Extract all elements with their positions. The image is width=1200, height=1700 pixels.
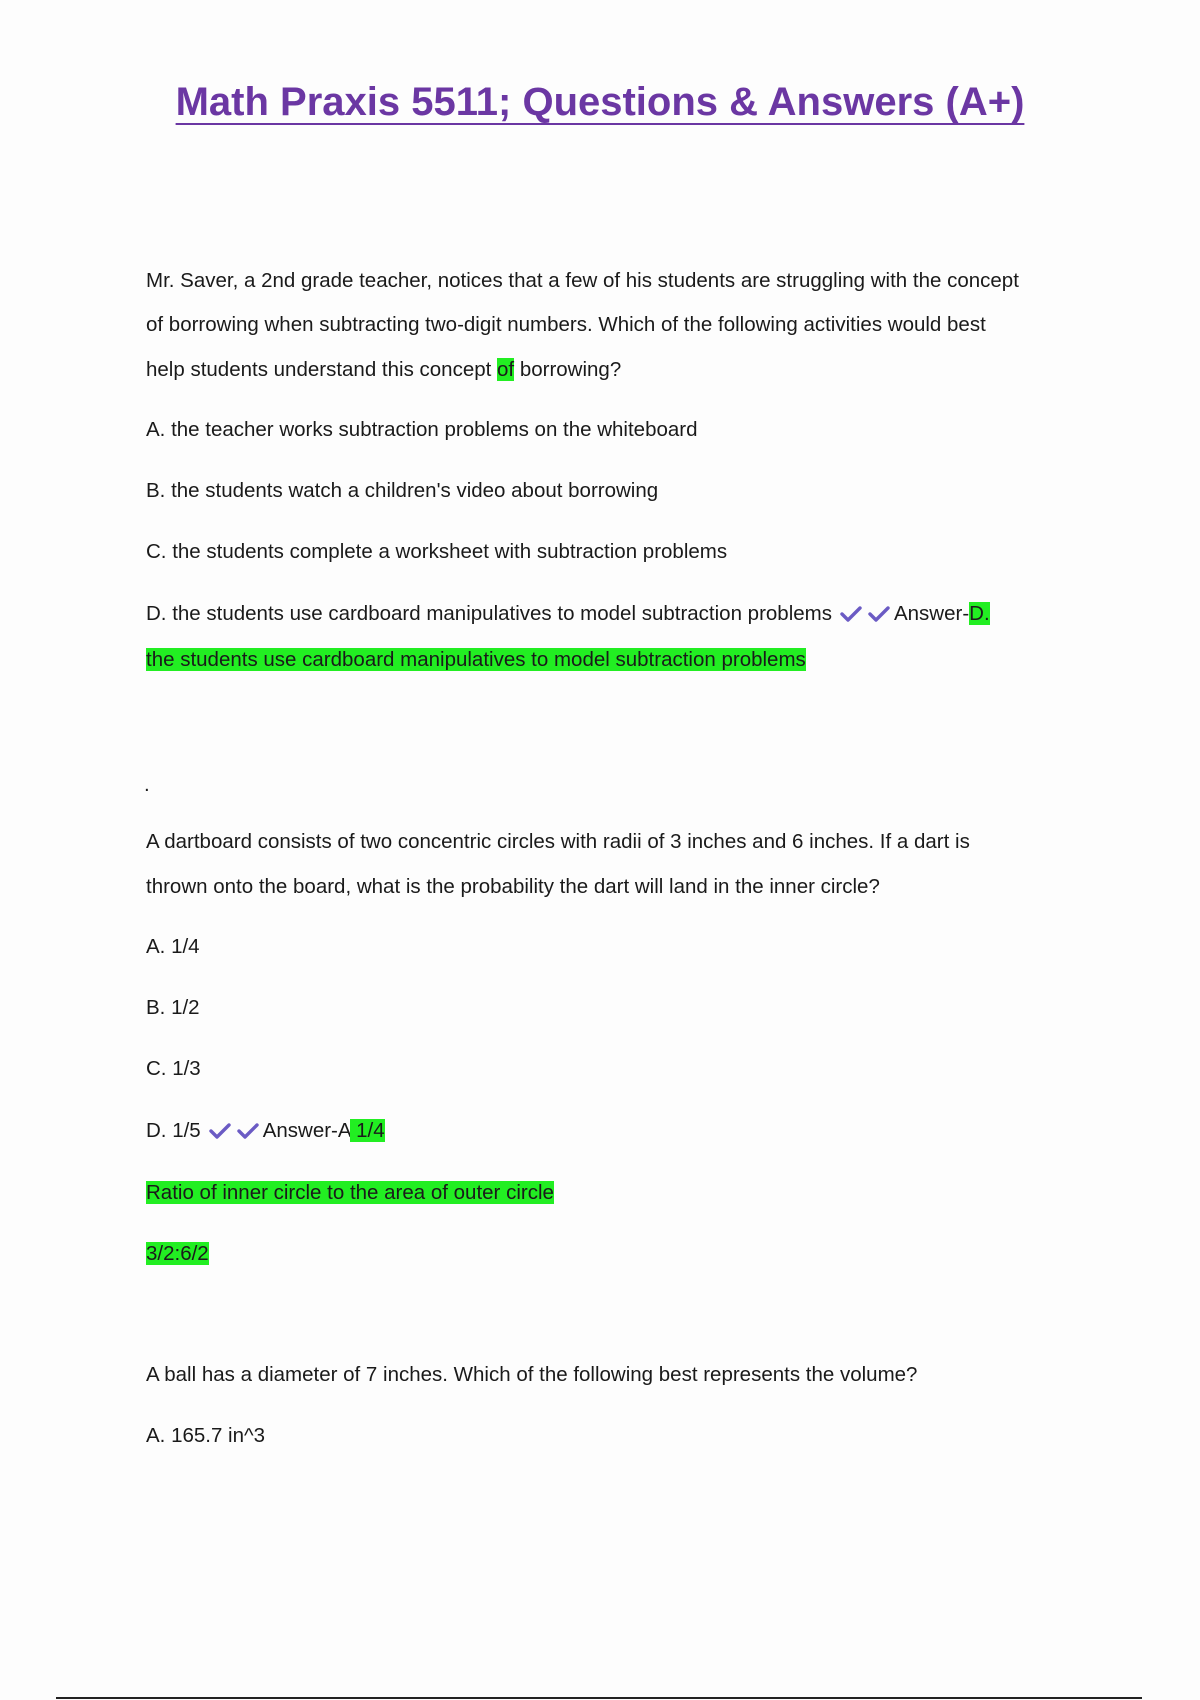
- q2-option-d-row: [146, 1116, 385, 1146]
- check-icon: [840, 605, 862, 623]
- q2-option-a: A. 1/4: [146, 935, 200, 958]
- q2-answer-prefix: Answer-A: [262, 1119, 351, 1142]
- check-icon: [237, 1122, 259, 1140]
- q1-answer-prefix: Answer-: [893, 602, 970, 625]
- check-icon: [209, 1122, 231, 1140]
- q3-stem-line-1: A ball has a diameter of 7 inches. Which of the following best represents the volume?: [146, 1363, 918, 1386]
- document-title: [0, 72, 1200, 132]
- q2-stem-line-1: A dartboard consists of two concentric circles with radii of 3 inches and 6 inches. If a dart is: [146, 830, 970, 853]
- q3-option-a: A. 165.7 in^3: [146, 1424, 266, 1447]
- q2-answer-value: 1/4: [350, 1119, 385, 1142]
- q1-option-b: B. the students watch a children's video about borrowing: [146, 479, 659, 502]
- q1-answer-text: the students use cardboard manipulatives to model subtraction problems: [146, 648, 806, 671]
- check-icon: [868, 605, 890, 623]
- q1-option-d-row: [146, 599, 990, 629]
- q1-answer-row: [146, 645, 806, 675]
- q1-option-c: C. the students complete a worksheet with subtraction problems: [146, 540, 728, 563]
- q2-option-c: C. 1/3: [146, 1057, 201, 1080]
- q1-stem-line-2: of borrowing when subtracting two-digit numbers. Which of the following activities would best: [146, 313, 986, 336]
- q1-stem-line-3-end: borrowing?: [514, 358, 622, 381]
- q1-option-d: D. the students use cardboard manipulatives to model subtraction problems: [146, 602, 832, 625]
- q2-explanation-2: 3/2:6/2: [146, 1242, 209, 1265]
- q1-answer-letter: D.: [969, 602, 990, 625]
- document-title-text: Math Praxis 5511; Questions & Answers (A+): [175, 80, 1025, 124]
- q1-option-a: A. the teacher works subtraction problems on the whiteboard: [146, 418, 698, 441]
- q1-highlighted-word: of: [497, 358, 515, 381]
- q2-explanation-row-2: [146, 1239, 209, 1269]
- q2-explanation-row-1: [146, 1178, 554, 1208]
- q1-stem-line-1: Mr. Saver, a 2nd grade teacher, notices that a few of his students are struggling with the concept: [146, 269, 1019, 292]
- section-separator: .: [144, 773, 150, 796]
- q2-stem-line-2: thrown onto the board, what is the probability the dart will land in the inner circle?: [146, 875, 880, 898]
- q2-option-d: D. 1/5: [146, 1119, 201, 1142]
- q2-explanation-1: Ratio of inner circle to the area of outer circle: [146, 1181, 554, 1204]
- page-bottom-rule: [56, 1697, 1142, 1699]
- q2-option-b: B. 1/2: [146, 996, 200, 1019]
- q1-stem-line-3-start: help students understand this concept: [146, 358, 498, 381]
- q1-stem-line-3: [146, 355, 621, 385]
